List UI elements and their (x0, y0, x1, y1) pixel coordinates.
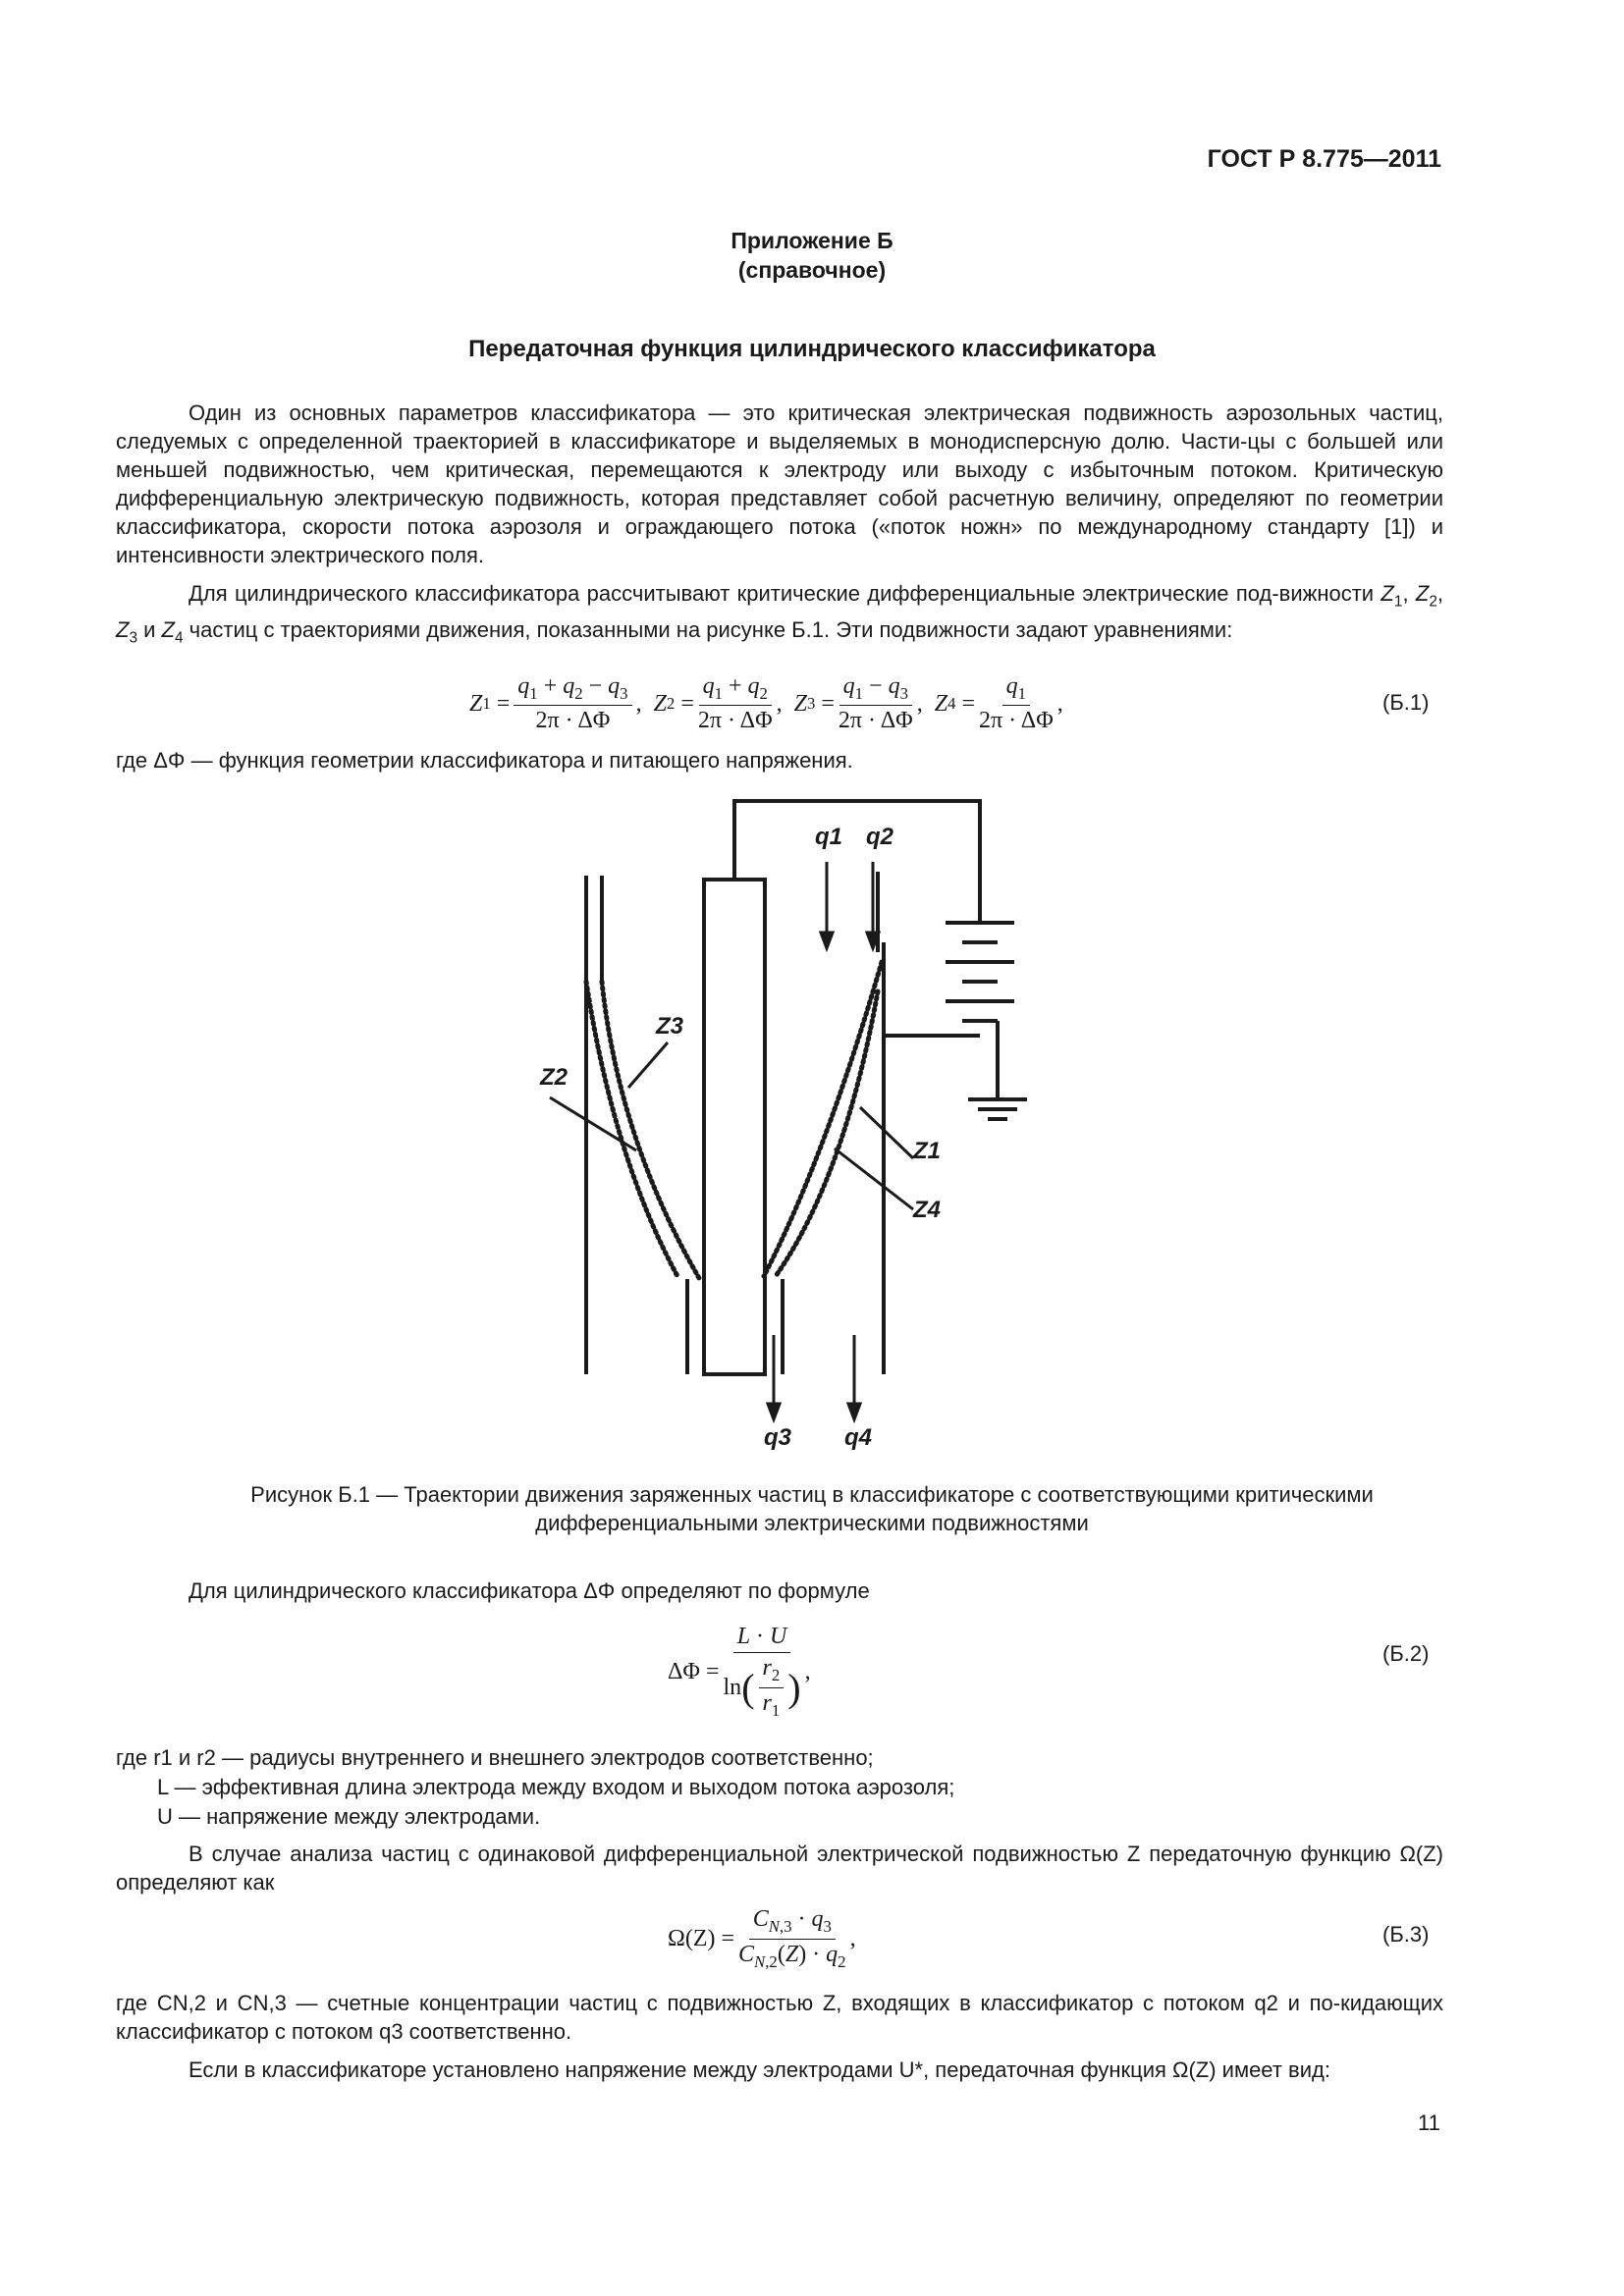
paragraph-4: В случае анализа частиц с одинаковой дифференциальной электрической подвижностью Z передаточную функцию Ω(Z) определяют как (116, 1842, 1443, 1895)
label-q3: q3 (764, 1424, 792, 1451)
figure-caption (0, 1480, 1624, 1537)
label-q1: q1 (815, 824, 843, 850)
label-q2: q2 (866, 824, 894, 850)
label-z4: Z4 (913, 1197, 942, 1223)
leader-z1 (860, 1107, 913, 1158)
paragraph-3: Для цилиндрического классификатора ΔΦ определяют по формуле (189, 1578, 870, 1603)
appendix-title: Приложение Б (731, 228, 893, 253)
where-C: где CN,2 и CN,3 — счетные концентрации частиц с подвижностью Z, входящих в классификатор с потоком q2 и по-кидающих классификатор с потоком q3 соответственно. (116, 1991, 1443, 2044)
leader-z4 (835, 1148, 913, 1209)
paragraph-1: Один из основных параметров классификатора — это критическая электрическая подвижность аэрозольных частиц, следуемых с определенной траекторией в классификаторе и выделяемых в монодисперсную долю. Части-цы с большей или меньшей подвижностью, чем критическая, перемещаются к электроду или выходу с избыточным потоком. Критическую дифференциальную электрическую подвижность, которая представляет собой расчетную величину, определяют по геометрии классификатора, скорости потока аэрозоля и ограждающего потока («поток ножн» по международному стандарту [1]) и интенсивности электрического поля. (116, 400, 1443, 567)
where-L: L — эффективная длина электрода между входом и выходом потока аэрозоля; (157, 1775, 955, 1799)
appendix-subtitle: (справочное) (737, 257, 887, 283)
arrow-q1-head (821, 933, 833, 948)
equation-b3-number: (Б.3) (1382, 1922, 1430, 1947)
paragraph-2: Для цилиндрического классификатора рассчитывают критические дифференциальные электрические под-вижности $Z_1$, $Z_2$, $Z_3$ и $Z_4$ частиц с траекториями движения, показанными на рисунке Б.1. Эти подвижности задают уравнениями: (116, 581, 1443, 647)
trajectory-left-1 (602, 982, 699, 1278)
paragraph-2-start: Для цилиндрического классификатора рассчитывают критические дифференциальные электрические под-вижности (189, 581, 1375, 606)
paragraph-5: Если в классификаторе установлено напряжение между электродами U*, передаточная функция Ω(Z) имеет вид: (189, 2057, 1330, 2082)
page-number: 11 (1418, 2110, 1440, 2135)
equation-b3: Ω(Z) = $\frac{C_{N,3} \cdot q_3}{C_{N,2}(Z) \cdot q_2}$ , (668, 1906, 856, 1971)
label-z1: Z1 (913, 1138, 942, 1164)
equation-b1-number: (Б.1) (1382, 690, 1430, 715)
section-title: Передаточная функция цилиндрического классификатора (468, 336, 1156, 362)
label-z2: Z2 (540, 1064, 568, 1091)
equation-b2-number: (Б.2) (1382, 1641, 1430, 1666)
figure-caption-line-1: Рисунок Б.1 — Траектории движения заряженных частиц в классификаторе с соответствующими критическими (250, 1482, 1374, 1507)
power-wire (734, 801, 980, 923)
paragraph-2-end: частиц с траекториями движения, показанными на рисунке Б.1. Эти подвижности задают уравнениями: (189, 617, 1233, 643)
equation-b1: Z 1 = $\frac{q_1 + q_2 - q_3}{2\pi \cdot \Delta\Phi}$ , Z 2 = $\frac{q_1 + q_2}{2\pi \cdot \Delta\Phi}$ , Z 3 = $\frac{q_1 - q_3}{2\pi \cdot \Delta\Phi}$ , Z 4 = $\frac{q_1}{2\pi \cdot \Delta\Phi}$ , (469, 672, 1063, 734)
figure-caption-line-2: дифференциальными электрическими подвижностями (535, 1511, 1089, 1535)
where-U: U — напряжение между электродами. (157, 1804, 541, 1829)
trajectory-right-2 (764, 962, 882, 1276)
equation-b2: ΔΦ = L · U ln ( $\frac{r_2}{r_1}$ ) , (668, 1624, 811, 1720)
leader-z3 (628, 1042, 668, 1088)
figure-classifier-diagram (511, 785, 1060, 1463)
standard-header: ГОСТ Р 8.775—2011 (1207, 145, 1441, 173)
label-q4: q4 (844, 1424, 873, 1451)
central-electrode (704, 880, 765, 1374)
arrow-q4-head (848, 1404, 860, 1419)
where-r: где r1 и r2 — радиусы внутреннего и внешнего электродов соответственно; (116, 1745, 874, 1770)
label-z3: Z3 (656, 1013, 684, 1040)
after-eq1-text: где ΔΦ — функция геометрии классификатора и питающего напряжения. (116, 748, 853, 773)
arrow-q3-head (768, 1404, 780, 1419)
